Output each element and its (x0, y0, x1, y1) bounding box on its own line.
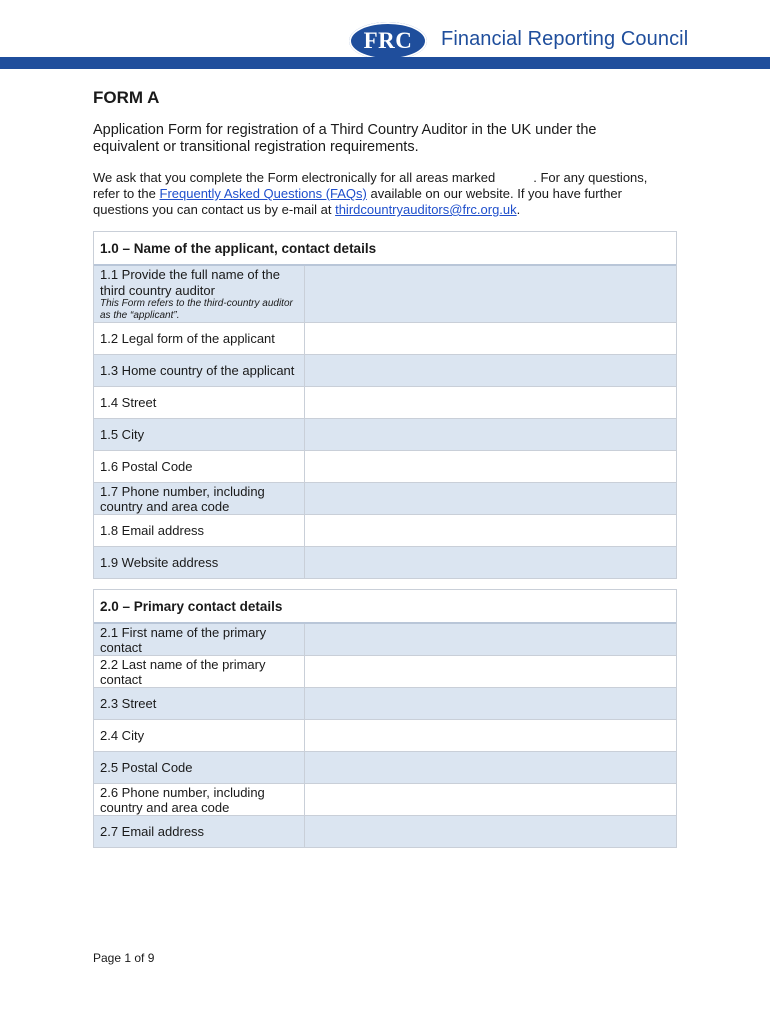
home-country-field[interactable] (305, 355, 676, 386)
contact-phone-field[interactable] (305, 784, 676, 815)
field-label: 2.3 Street (94, 688, 305, 719)
field-label: 2.1 First name of the primary contact (94, 624, 305, 655)
section-applicant-details (93, 231, 677, 579)
field-label: 1.6 Postal Code (94, 451, 305, 482)
form-subtitle: Application Form for registration of a Third Country Auditor in the UK under the equivalent or transitional registration requirements. (93, 122, 597, 155)
table-row (94, 624, 676, 655)
table-row (94, 514, 676, 546)
field-label: 1.3 Home country of the applicant (94, 355, 305, 386)
intro-text-2: . For any questions, refer to the (93, 170, 648, 201)
section-heading: 2.0 – Primary contact details (94, 590, 676, 624)
field-label: 1.7 Phone number, including country and area code (94, 483, 305, 514)
field-label: 1.9 Website address (94, 547, 305, 578)
header-bar (0, 57, 770, 69)
intro-text-1: We ask that you complete the Form electronically for all areas marked (93, 170, 496, 185)
email-link[interactable]: thirdcountryauditors@frc.org.uk (335, 202, 517, 217)
form-title: FORM A (93, 88, 160, 107)
table-row (94, 266, 676, 322)
field-label-text: 1.1 Provide the full name of the third country auditor (100, 267, 280, 298)
field-label: 2.5 Postal Code (94, 752, 305, 783)
contact-street-field[interactable] (305, 688, 676, 719)
field-note: This Form refers to the third-country auditor as the “applicant”. (100, 298, 293, 321)
intro-end: . (516, 202, 521, 217)
field-label: 2.4 City (94, 720, 305, 751)
organisation-name: Financial Reporting Council (441, 28, 689, 50)
postal-code-field[interactable] (305, 451, 676, 482)
website-field[interactable] (305, 547, 676, 578)
field-label: 2.6 Phone number, including country and area code (94, 784, 305, 815)
page-number: Page 1 of 9 (93, 951, 155, 965)
table-row (94, 354, 676, 386)
section-heading: 1.0 – Name of the applicant, contact details (94, 232, 676, 266)
table-row (94, 783, 676, 815)
phone-field[interactable] (305, 483, 676, 514)
table-row (94, 719, 676, 751)
table-row (94, 450, 676, 482)
table-row (94, 655, 676, 687)
field-label: 2.7 Email address (94, 816, 305, 847)
table-row (94, 815, 676, 847)
contact-city-field[interactable] (305, 720, 676, 751)
first-name-field[interactable] (305, 624, 676, 655)
intro-paragraph (93, 170, 673, 218)
frc-logo (349, 22, 427, 60)
table-row (94, 322, 676, 354)
city-field[interactable] (305, 419, 676, 450)
logo-initials: FRC (363, 28, 413, 53)
section-primary-contact (93, 589, 677, 848)
field-label (94, 266, 305, 322)
intro-text-3: available on our website. If you have further questions you can contact us by e-mail at (93, 186, 622, 217)
street-field[interactable] (305, 387, 676, 418)
field-label: 1.2 Legal form of the applicant (94, 323, 305, 354)
legal-form-field[interactable] (305, 323, 676, 354)
table-row (94, 418, 676, 450)
table-row (94, 386, 676, 418)
faq-link[interactable]: Frequently Asked Questions (FAQs) (159, 186, 367, 201)
applicant-name-field[interactable] (305, 266, 676, 322)
table-row (94, 482, 676, 514)
table-row (94, 751, 676, 783)
field-label: 1.4 Street (94, 387, 305, 418)
field-label: 1.8 Email address (94, 515, 305, 546)
last-name-field[interactable] (305, 656, 676, 687)
field-label: 1.5 City (94, 419, 305, 450)
table-row (94, 546, 676, 578)
contact-postal-code-field[interactable] (305, 752, 676, 783)
table-row (94, 687, 676, 719)
email-field[interactable] (305, 515, 676, 546)
contact-email-field[interactable] (305, 816, 676, 847)
field-label: 2.2 Last name of the primary contact (94, 656, 305, 687)
